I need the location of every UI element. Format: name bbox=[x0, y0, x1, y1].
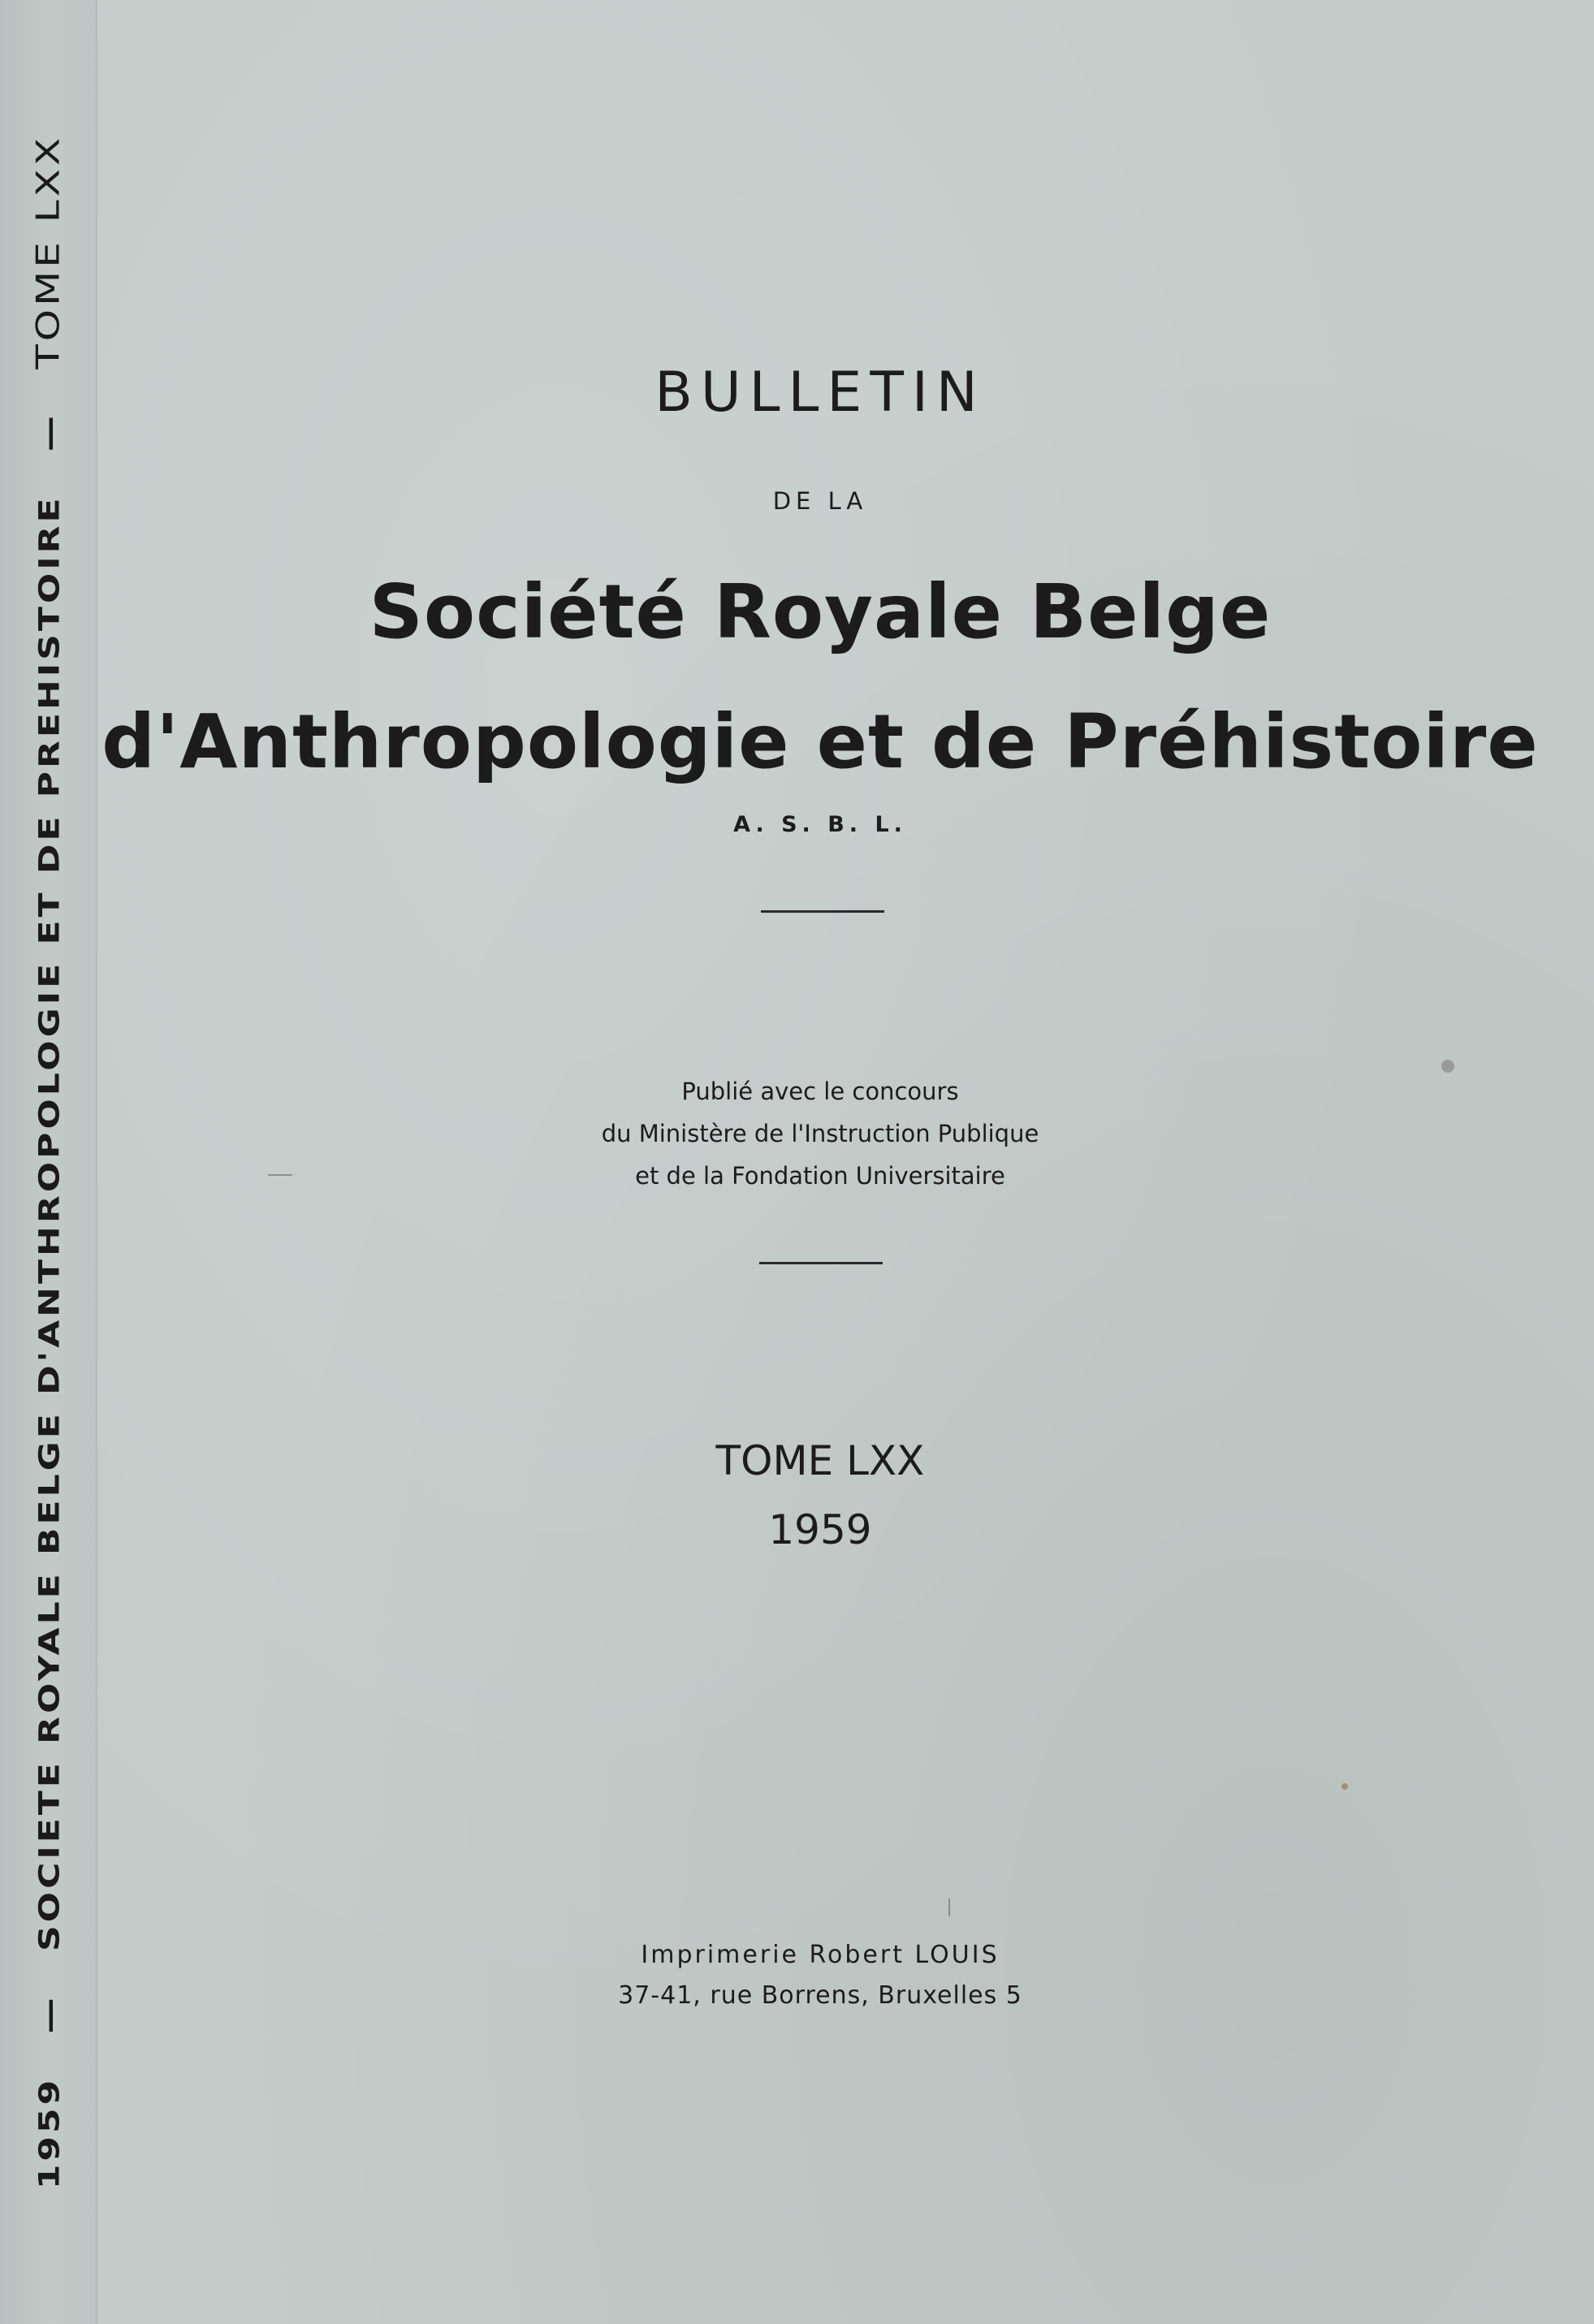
paper-speck bbox=[1341, 1783, 1348, 1790]
spine-tome: TOME LXX bbox=[29, 134, 67, 369]
de-la-text: DE LA bbox=[772, 487, 868, 515]
society-name-line2: d'Anthropologie et de Préhistoire bbox=[102, 698, 1539, 785]
printer-address: 37-41, rue Borrens, Bruxelles 5 bbox=[618, 1981, 1022, 2010]
published-line-1: Publié avec le concours bbox=[681, 1078, 959, 1105]
published-line-3: et de la Fondation Universitaire bbox=[635, 1162, 1005, 1190]
published-line-2: du Ministère de l'Instruction Publique bbox=[601, 1120, 1039, 1147]
society-name-line1: Société Royale Belge bbox=[369, 568, 1272, 655]
divider-rule bbox=[759, 1262, 883, 1264]
spine-title: SOCIETE ROYALE BELGE D'ANTHROPOLOGIE ET DE PREHISTOIRE bbox=[33, 495, 66, 1952]
spine-separator: — bbox=[33, 1994, 66, 2034]
paper-mark bbox=[268, 1174, 292, 1176]
paper-speck bbox=[1441, 1060, 1454, 1073]
bulletin-heading: BULLETIN bbox=[654, 361, 986, 425]
spine-text bbox=[29, 123, 67, 2201]
spine-year: 1959 bbox=[33, 2076, 66, 2190]
paper-mark bbox=[948, 1899, 950, 1916]
printer-name: Imprimerie Robert LOUIS bbox=[641, 1941, 1000, 1969]
asbl-text: A. S. B. L. bbox=[733, 812, 907, 837]
spine-separator: — bbox=[33, 413, 66, 452]
tome-number: TOME LXX bbox=[715, 1437, 925, 1484]
publication-year: 1959 bbox=[768, 1506, 872, 1553]
divider-rule bbox=[761, 910, 884, 913]
